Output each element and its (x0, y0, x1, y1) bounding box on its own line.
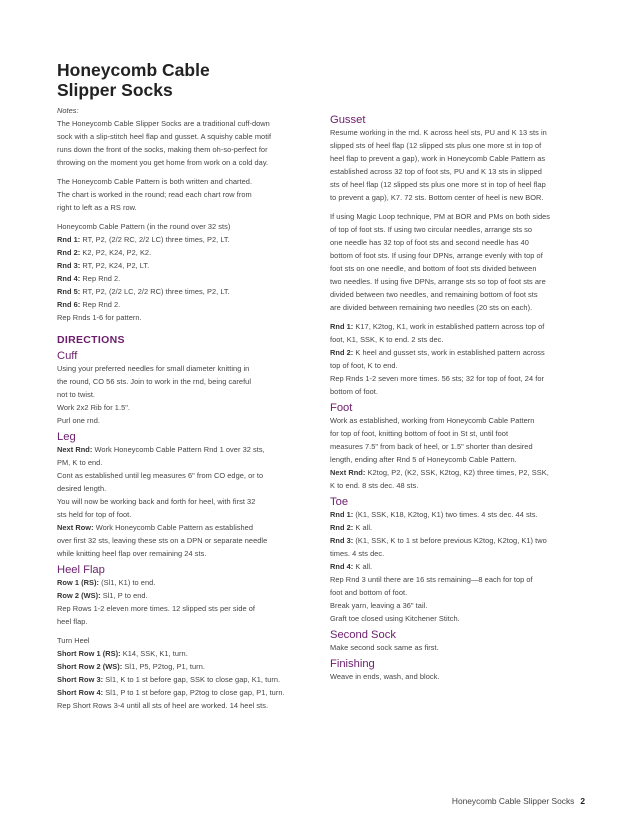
cuff-line: not to twist. (57, 390, 96, 399)
leg-line: desired length. (57, 484, 107, 493)
pattern-row: Rnd 5: RT, P2, (2/2 LC, 2/2 RC) three times, P2, LT. (57, 287, 230, 296)
cuff-line: the round, CO 56 sts. Join to work in the rnd, being careful (57, 377, 252, 386)
intro-line: sock with a slip-stitch heel flap and gusset. A squishy cable motif (57, 132, 272, 141)
title-line-1: Honeycomb Cable (57, 60, 210, 80)
chart-paragraph (57, 175, 315, 214)
toe-line: Break yarn, leaving a 36" tail. (330, 601, 428, 610)
toe-line: Rep Rnd 3 until there are 16 sts remaining—8 each for top of (330, 575, 533, 584)
foot-line: Work as established, working from Honeycomb Cable Pattern (330, 416, 535, 425)
gusset-line: established across 32 top of foot sts, PU and K 13 sts in slipped (330, 167, 542, 176)
second-sock-text: Make second sock same as first. (330, 643, 439, 652)
leg-line: PM, K to end. (57, 458, 103, 467)
heel-flap-row: Row 1 (RS): (Sl1, K1) to end. (57, 578, 156, 587)
foot-line: measures 7.5" from back of heel, or 1.5" shorter than desired (330, 442, 533, 451)
gusset-line: If using Magic Loop technique, PM at BOR and PMs on both sides (330, 212, 551, 221)
gusset-line: foot sts on one needle, and bottom of foot sts divided between (330, 264, 537, 273)
leg-next-row: Next Row: Work Honeycomb Cable Pattern as established (57, 523, 253, 532)
leg-next-rnd: Next Rnd: Work Honeycomb Cable Pattern Rnd 1 over 32 sts, (57, 445, 265, 454)
cuff-heading: Cuff (57, 350, 78, 362)
leg-heading: Leg (57, 431, 76, 443)
leg-line: You will now be working back and forth for heel, with first 32 (57, 497, 256, 506)
heel-flap-line: Rep Rows 1-2 eleven more times. 12 slipped sts per side of (57, 604, 256, 613)
intro-line: The Honeycomb Cable Slipper Socks are a traditional cuff-down (57, 119, 270, 128)
right-column (330, 114, 588, 683)
leg-line: Cont as established until leg measures 6" from CO edge, or to (57, 471, 264, 480)
leg-line: over first 32 sts, leaving these sts on a DPN or separate needle (57, 536, 268, 545)
page-title (57, 60, 307, 100)
pattern-row: Rnd 2: K2, P2, K24, P2, K2. (57, 248, 152, 257)
foot-next-rnd: Next Rnd: K2tog, P2, (K2, SSK, K2tog, K2) three times, P2, SSK, (330, 468, 549, 477)
foot-line: length, ending after Rnd 5 of Honeycomb Cable Pattern. (330, 455, 517, 464)
toe-rnd-3: Rnd 3: (K1, SSK, K to 1 st before previous K2tog, K2tog, K1) two (330, 536, 547, 545)
leg-line: sts held for top of foot. (57, 510, 132, 519)
toe-line: foot and bottom of foot. (330, 588, 408, 597)
cuff-line: Purl one rnd. (57, 416, 100, 425)
gusset-line: bottom of foot sts. If using four DPNs, arrange evenly with top of (330, 251, 543, 260)
page-number: 2 (580, 796, 585, 806)
second-sock-heading: Second Sock (330, 629, 396, 641)
heel-flap-line: heel flap. (57, 617, 88, 626)
left-column (57, 104, 315, 712)
gusset-line: foot, K1, SSK, K to end. 2 sts dec. (330, 335, 444, 344)
toe-line: times. 4 sts dec. (330, 549, 385, 558)
intro-line: runs down the front of the socks, making them oh-so-perfect for (57, 145, 268, 154)
turn-heel-heading: Turn Heel (57, 636, 90, 645)
gusset-line: Rep Rnds 1-2 seven more times. 56 sts; 32 for top of foot, 24 for (330, 374, 544, 383)
gusset-line: slipped sts of heel flap (12 slipped sts plus one more st in top of (330, 141, 542, 150)
gusset-line: heel flap to prevent a gap), work in Honeycomb Cable Pattern as (330, 154, 546, 163)
notes-label: Notes: (57, 106, 79, 115)
chart-line: The chart is worked in the round; read each chart row from (57, 190, 252, 199)
toe-rnd-1: Rnd 1: (K1, SSK, K18, K2tog, K1) two times. 4 sts dec. 44 sts. (330, 510, 538, 519)
intro-line: throwing on the moment you get home from work on a cold day. (57, 158, 269, 167)
finishing-text: Weave in ends, wash, and block. (330, 672, 440, 681)
pattern-row: Rnd 1: RT, P2, (2/2 RC, 2/2 LC) three times, P2, LT. (57, 235, 230, 244)
gusset-line: one needle has 32 top of foot sts and second needle has 40 (330, 238, 529, 247)
cuff-line: Using your preferred needles for small diameter knitting in (57, 364, 250, 373)
toe-line: Graft toe closed using Kitchener Stitch. (330, 614, 460, 623)
intro-paragraph (57, 117, 315, 169)
heel-flap-row: Row 2 (WS): Sl1, P to end. (57, 591, 148, 600)
gusset-line: divided between two needles, and remaining bottom of foot sts (330, 290, 538, 299)
gusset-line: top of foot, K to end. (330, 361, 398, 370)
gusset-line: sts of heel flap (12 slipped sts plus one more st in top of heel flap (330, 180, 546, 189)
pattern-repeat: Rep Rnds 1-6 for pattern. (57, 313, 142, 322)
toe-heading: Toe (330, 496, 349, 508)
pattern-title: Honeycomb Cable Pattern (in the round over 32 sts) (57, 222, 231, 231)
directions-heading: DIRECTIONS (57, 334, 125, 346)
chart-line: The Honeycomb Cable Pattern is both written and charted. (57, 177, 253, 186)
pattern-section (57, 220, 315, 324)
foot-heading: Foot (330, 402, 353, 414)
title-line-2: Slipper Socks (57, 80, 173, 100)
pattern-row: Rnd 6: Rep Rnd 2. (57, 300, 121, 309)
cuff-line: Work 2x2 Rib for 1.5". (57, 403, 131, 412)
turn-heel-row: Short Row 3: Sl1, K to 1 st before gap, SSK to close gap, K1, turn. (57, 675, 281, 684)
footer-title: Honeycomb Cable Slipper Socks (451, 796, 575, 806)
turn-heel-row: Short Row 2 (WS): Sl1, P5, P2tog, P1, turn. (57, 662, 205, 671)
gusset-rnd-1: Rnd 1: K17, K2tog, K1, work in established pattern across top of (330, 322, 545, 331)
gusset-line: to prevent a gap), K7. 72 sts. Bottom center of heel is new BOR. (330, 193, 544, 202)
turn-heel-row: Short Row 1 (RS): K14, SSK, K1, turn. (57, 649, 188, 658)
pattern-row: Rnd 3: RT, P2, K24, P2, LT. (57, 261, 150, 270)
turn-heel-repeat: Rep Short Rows 3-4 until all sts of heel are worked. 14 heel sts. (57, 701, 269, 710)
gusset-line: Resume working in the rnd. K across heel sts, PU and K 13 sts in (330, 128, 547, 137)
gusset-line: two needles. If using five DPNs, arrange sts so top of foot sts are (330, 277, 546, 286)
leg-line: while knitting heel flap over remaining 24 sts. (57, 549, 207, 558)
pattern-row: Rnd 4: Rep Rnd 2. (57, 274, 121, 283)
toe-rnd-2: Rnd 2: K all. (330, 523, 373, 532)
turn-heel-row: Short Row 4: Sl1, P to 1 st before gap, P2tog to close gap, P1, turn. (57, 688, 285, 697)
gusset-rnd-2: Rnd 2: K heel and gusset sts, work in established pattern across (330, 348, 545, 357)
gusset-heading: Gusset (330, 114, 366, 126)
finishing-heading: Finishing (330, 658, 375, 670)
page-footer (380, 796, 585, 806)
heel-flap-heading: Heel Flap (57, 564, 105, 576)
gusset-line: bottom of foot. (330, 387, 378, 396)
gusset-line: of top of foot sts. If using two circular needles, arrange sts so (330, 225, 533, 234)
gusset-line: are divided between remaining two needles (20 sts on each). (330, 303, 533, 312)
foot-line: K to end. 8 sts dec. 48 sts. (330, 481, 419, 490)
chart-line: right to left as a RS row. (57, 203, 137, 212)
toe-rnd-4: Rnd 4: K all. (330, 562, 373, 571)
foot-line: for top of foot, knitting bottom of foot in St st, until foot (330, 429, 509, 438)
